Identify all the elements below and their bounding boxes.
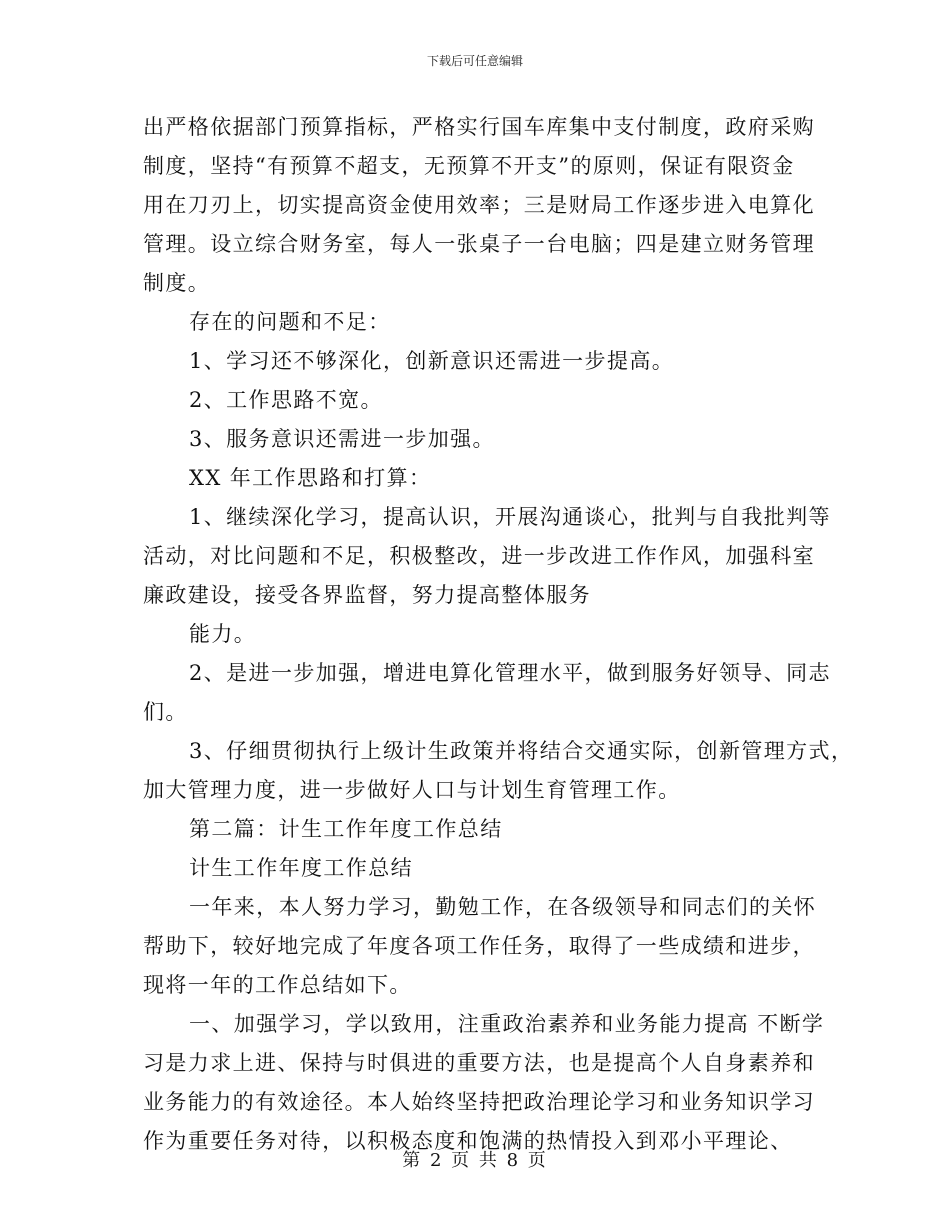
text-line: 们。 <box>143 700 188 724</box>
text-line: 用在刀刃上，切实提高资金使用效率；三是财局工作逐步进入电算化 <box>143 193 815 217</box>
text-line: 业务能力的有效途径。本人始终坚持把政治理论学习和业务知识学习 <box>143 1090 815 1114</box>
section-title: 第二篇：计生工作年度工作总结 <box>189 817 503 841</box>
page-header: 下载后可任意编辑 <box>426 54 523 68</box>
text-line: 3、仔细贯彻执行上级计生政策并将结合交通实际，创新管理方式， <box>189 739 854 763</box>
text-line: 廉政建设，接受各界监督，努力提高整体服务 <box>143 583 591 607</box>
text-line: 管理。设立综合财务室，每人一张桌子一台电脑；四是建立财务管理 <box>143 232 815 256</box>
text-line: 作为重要任务对待，以积极态度和饱满的热情投入到邓小平理论、 <box>143 1129 793 1153</box>
text-line: 2、工作思路不宽。 <box>189 388 383 412</box>
text-line: 存在的问题和不足： <box>189 310 391 334</box>
text-line: 制度，坚持“有预算不超支，无预算不开支”的原则，保证有限资金 <box>143 154 795 178</box>
text-line: 一年来，本人努力学习，勤勉工作，在各级领导和同志们的关怀 <box>189 895 817 919</box>
text-line: 活动，对比问题和不足，积极整改，进一步改进工作作风，加强科室 <box>143 544 815 568</box>
text-line: 现将一年的工作总结如下。 <box>143 973 412 997</box>
text-line: 加大管理力度，进一步做好人口与计划生育管理工作。 <box>143 778 681 802</box>
section-subtitle: 计生工作年度工作总结 <box>189 856 413 880</box>
text-line: 习是力求上进、保持与时俱进的重要方法，也是提高个人自身素养和 <box>143 1051 815 1075</box>
text-line: 2、是进一步加强，增进电算化管理水平，做到服务好领导、同志 <box>189 661 831 685</box>
text-line: 一、加强学习，学以致用，注重政治素养和业务能力提高 不断学 <box>189 1012 825 1036</box>
text-line: 3、服务意识还需进一步加强。 <box>189 427 495 451</box>
text-line: XX 年工作思路和打算： <box>189 466 432 490</box>
text-line: 1、学习还不够深化，创新意识还需进一步提高。 <box>189 349 675 373</box>
text-line: 帮助下，较好地完成了年度各项工作任务，取得了一些成绩和进步， <box>143 934 815 958</box>
text-line: 能力。 <box>189 622 257 646</box>
page-footer: 第 2 页 共 8 页 <box>402 1150 548 1171</box>
text-line: 1、继续深化学习，提高认识，开展沟通谈心，批判与自我批判等 <box>189 505 831 529</box>
text-line: 出严格依据部门预算指标，严格实行国车库集中支付制度，政府采购 <box>143 115 815 139</box>
document-body <box>143 108 854 1161</box>
text-line: 制度。 <box>143 271 211 295</box>
